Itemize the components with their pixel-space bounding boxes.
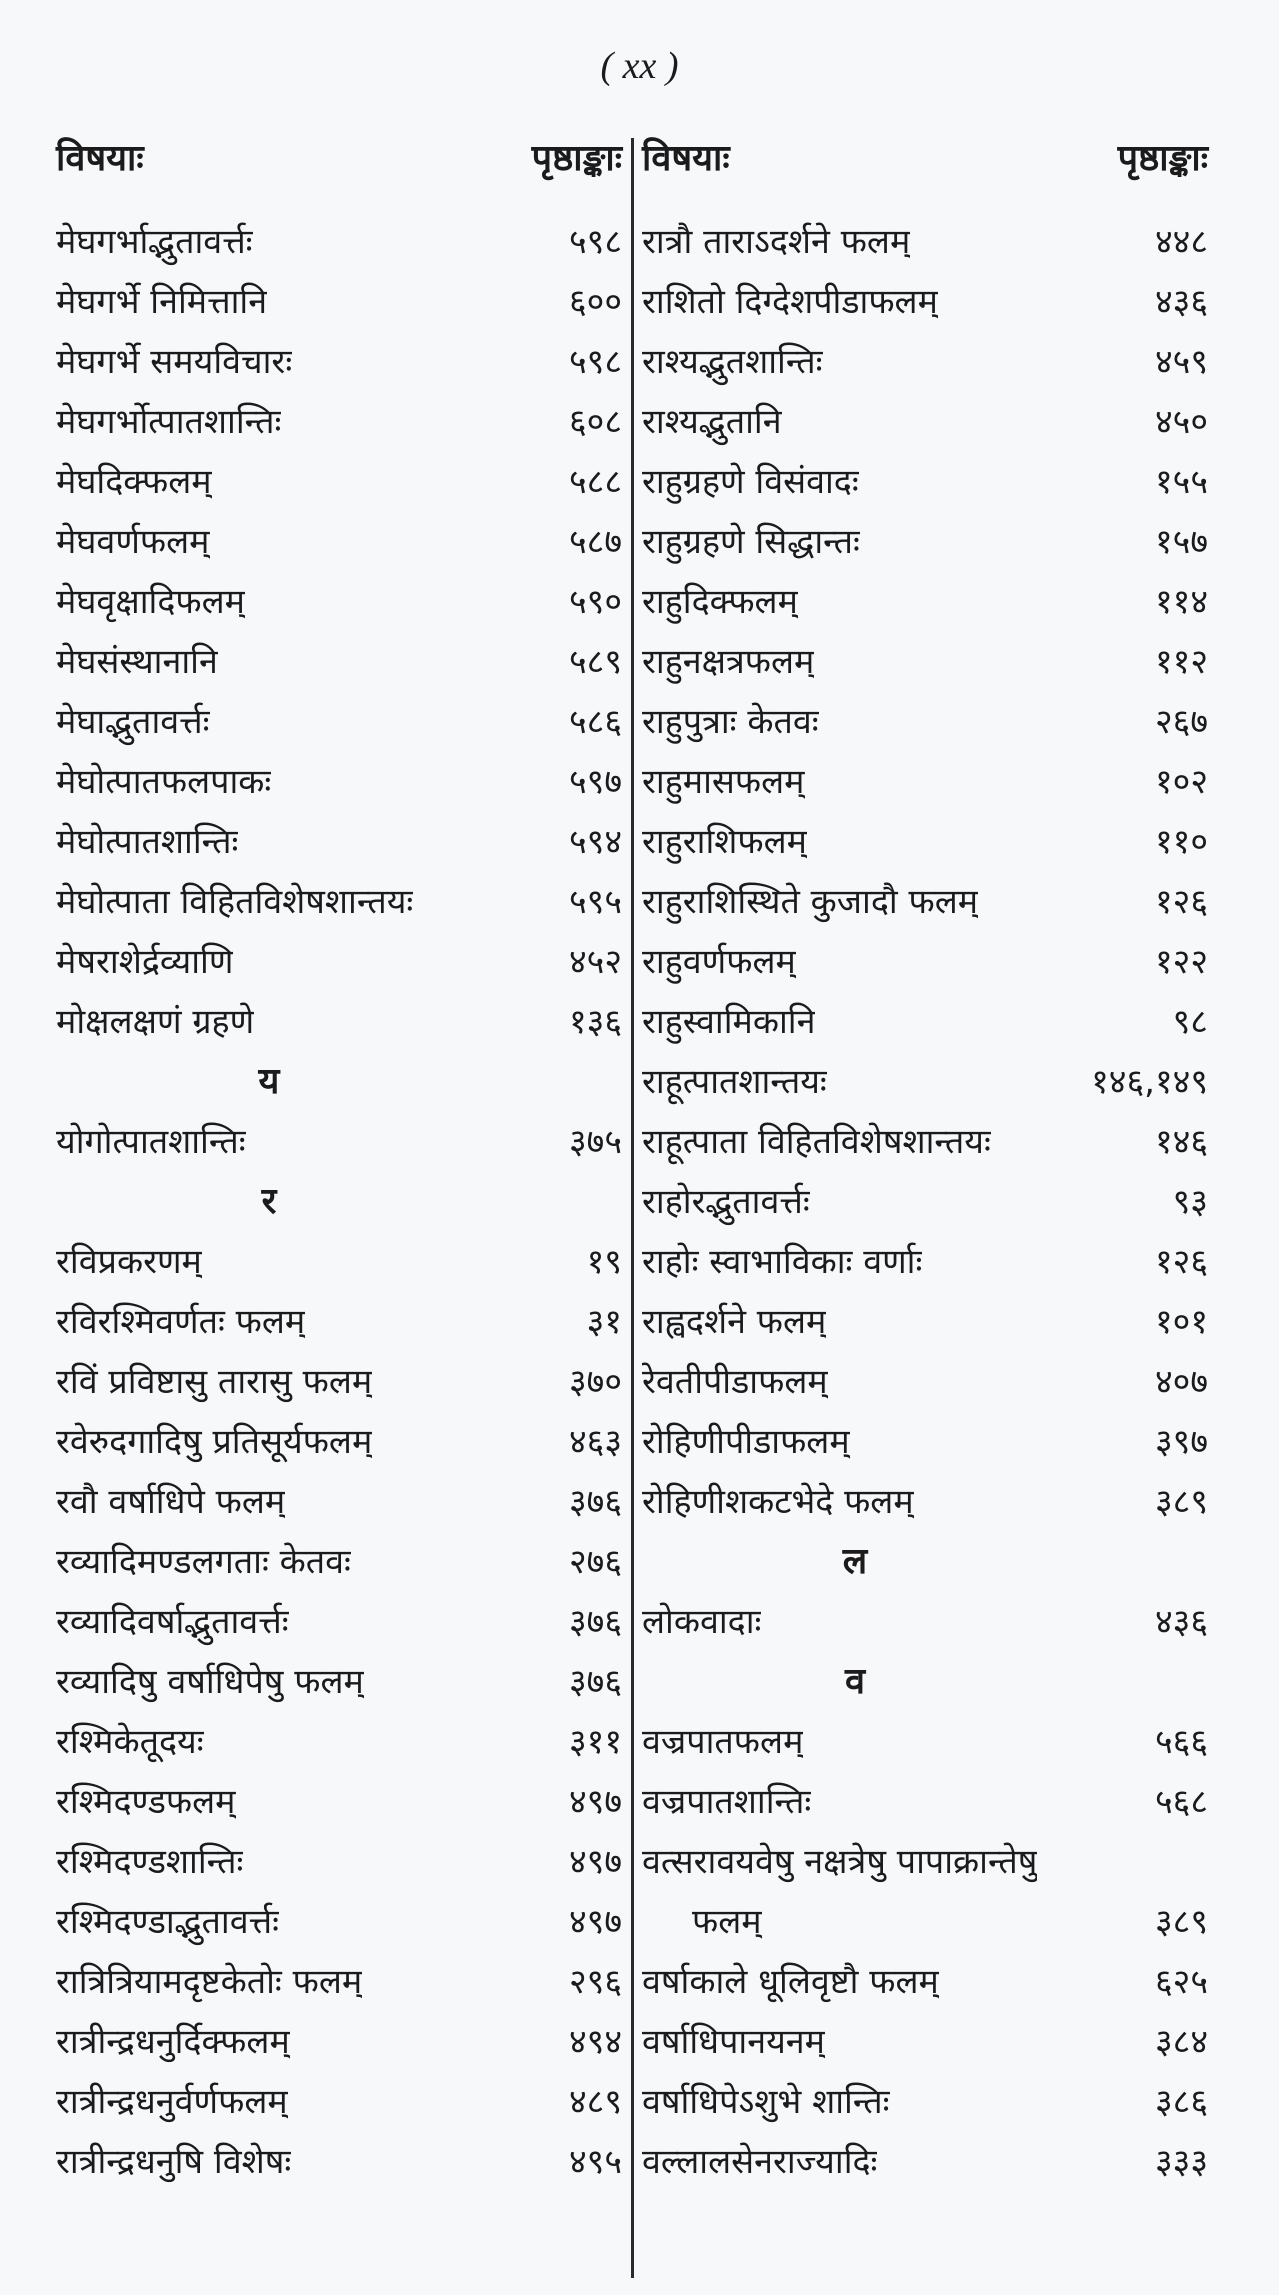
entry-page: ४९४ [568,2022,622,2062]
entry-title: राशितो दिग्देशपीडाफलम् [642,282,938,322]
index-entry [642,572,1208,632]
entry-title: रविप्रकरणम् [56,1242,202,1282]
entry-title: रविं प्रविष्टासु तारासु फलम् [56,1362,373,1402]
index-entry [56,2072,622,2132]
index-entry [56,692,622,752]
entry-title: मेघोत्पातफलपाकः [56,762,272,802]
entry-page: १५७ [1154,522,1208,562]
entry-title: मोक्षलक्षणं ग्रहणे [56,1002,255,1042]
index-entry [56,1772,622,1832]
index-entry [56,872,622,932]
entry-page: ३८६ [1154,2082,1208,2122]
entry-title: वज्रपातशान्तिः [642,1782,812,1822]
index-entry [642,932,1208,992]
entry-title: रात्रीन्द्रधनुषि विशेषः [56,2142,292,2182]
entry-page: ५६६ [1154,1722,1208,1762]
index-entry [56,1712,622,1772]
entry-page: ३७६ [568,1662,622,1702]
entry-title: राश्यद्भुतशान्तिः [642,342,823,382]
entry-page: ४३६ [1154,1602,1208,1642]
index-column-right [642,132,1208,2192]
index-entry [642,332,1208,392]
entry-title: राहुस्वामिकानि [642,1002,816,1042]
entry-title: वर्षाकाले धूलिवृष्टौ फलम् [642,1962,939,2002]
entry-page: १०२ [1154,762,1208,802]
index-entry [56,812,622,872]
index-column-left [56,132,622,2192]
index-entry [642,2012,1208,2072]
entry-page: ३८९ [1154,1482,1208,1522]
index-entry [642,1592,1208,1652]
entry-title: मेघगर्भोत्पातशान्तिः [56,402,282,442]
entry-title: राहुदिक्फलम् [642,582,798,622]
entry-title: रेवतीपीडाफलम् [642,1362,828,1402]
index-entry [56,1832,622,1892]
entry-page: ४५२ [568,942,622,982]
entry-title: मेघोत्पाता विहितविशेषशान्तयः [56,882,414,922]
entry-page: १२२ [1154,942,1208,982]
entry-title: रव्यादिषु वर्षाधिपेषु फलम् [56,1662,364,1702]
index-entry [56,2012,622,2072]
entry-page: ५९४ [568,822,622,862]
entry-title: रात्रित्रियामदृष्टकेतोः फलम् [56,1962,363,2002]
entry-title: मेघसंस्थानानि [56,642,218,682]
entry-title: मेघगर्भे निमित्तानि [56,282,268,322]
entry-title: वज्रपातफलम् [642,1722,804,1762]
index-entry [642,1952,1208,2012]
index-entry [642,1292,1208,1352]
column-divider [631,138,634,2278]
entry-page: २६७ [1154,702,1208,742]
index-entry [56,1412,622,1472]
entry-page: ५९५ [568,882,622,922]
entry-title: रात्रौ ताराऽदर्शने फलम् [642,222,911,262]
index-entry [56,2132,622,2192]
column-header [642,132,1208,192]
index-entry [642,812,1208,872]
entry-title: राहुवर्णफलम् [642,942,796,982]
entry-page: ५९८ [568,222,622,262]
section-letter: य [258,1061,280,1102]
entry-page: ३८९ [1154,1902,1208,1942]
entry-title: रश्मिकेतूदयः [56,1722,204,1762]
entry-title: रात्रीन्द्रधनुर्वर्णफलम् [56,2082,288,2122]
entry-title: राहुग्रहणे सिद्धान्तः [642,522,860,562]
index-entry [56,1592,622,1652]
index-entry [642,1052,1208,1112]
entry-title: रव्यादिमण्डलगताः केतवः [56,1542,351,1582]
entry-title: मेघवर्णफलम् [56,522,210,562]
index-entry [642,632,1208,692]
entry-page: ३९७ [1154,1422,1208,1462]
entry-page: ३३३ [1154,2142,1208,2182]
index-entry [642,872,1208,932]
entry-page: १४६ [1154,1122,1208,1162]
entry-page: १३६ [568,1002,622,1042]
index-entry [642,212,1208,272]
header-subject: विषयाः [642,138,730,179]
index-entry [56,212,622,272]
entry-page: ३१ [586,1302,622,1342]
index-entry [642,2132,1208,2192]
index-entry [56,1292,622,1352]
entry-page: ४९७ [568,1782,622,1822]
entry-page: ४५० [1154,402,1208,442]
index-entry [642,512,1208,572]
entry-title: राहुपुत्राः केतवः [642,702,819,742]
index-entry [642,1892,1208,1952]
entry-page: ५८६ [568,702,622,742]
entry-page: ११२ [1154,642,1208,682]
entry-page: १२६ [1154,882,1208,922]
entry-page: ३७६ [568,1482,622,1522]
entry-title: फलम् [692,1902,762,1942]
entry-title: मेघगर्भे समयविचारः [56,342,293,382]
section-letter: ल [842,1541,868,1582]
column-header [56,132,622,192]
index-entry [56,1232,622,1292]
index-entry [56,1952,622,2012]
entry-page: ३७५ [568,1122,622,1162]
entry-title: लोकवादाः [642,1602,762,1642]
entry-page: ५८७ [568,522,622,562]
entry-page: ५८८ [568,462,622,502]
entry-title: राहुग्रहणे विसंवादः [642,462,859,502]
entry-title: रोहिणीशकटभेदे फलम् [642,1482,914,1522]
entry-title: रश्मिदण्डशान्तिः [56,1842,244,1882]
entry-page: ११४ [1154,582,1208,622]
entry-page: ११० [1154,822,1208,862]
entry-title: रविरश्मिवर्णतः फलम् [56,1302,306,1342]
entry-title: राहोरद्भुतावर्त्तः [642,1182,810,1222]
index-entry [642,1712,1208,1772]
entry-page: ४९७ [568,1842,622,1882]
entry-page: ४३६ [1154,282,1208,322]
entry-title: मेघवृक्षादिफलम् [56,582,245,622]
entry-title: वल्लालसेनराज्यादिः [642,2142,878,2182]
entry-page: ४४८ [1154,222,1208,262]
entry-title: मेघोत्पातशान्तिः [56,822,239,862]
entry-title: रोहिणीपीडाफलम् [642,1422,850,1462]
index-entry [642,992,1208,1052]
index-entry [642,1832,1208,1892]
entry-page: ५९८ [568,342,622,382]
index-entry [56,992,622,1052]
entry-title: राहुराशिफलम् [642,822,808,862]
entry-page: ४६३ [568,1422,622,1462]
index-entry [56,332,622,392]
entry-title: रव्यादिवर्षाद्भुतावर्त्तः [56,1602,289,1642]
index-entry [56,1892,622,1952]
entry-title: मेघगर्भाद्भुतावर्त्तः [56,222,253,262]
index-entry [56,1112,622,1172]
index-entry [56,1652,622,1712]
entry-page: ३७० [568,1362,622,1402]
section-letter: र [261,1181,277,1222]
entry-page: ९८ [1172,1002,1208,1042]
entry-page: ३७६ [568,1602,622,1642]
index-entry [642,272,1208,332]
index-entry [56,512,622,572]
entry-title: राहोः स्वाभाविकाः वर्णाः [642,1242,923,1282]
header-page: पृष्ठाङ्काः [531,138,622,179]
index-entry [56,572,622,632]
entry-page: ९३ [1172,1182,1208,1222]
page-folio: ( xx ) [600,45,679,87]
index-entry [56,272,622,332]
entry-title: रश्मिदण्डफलम् [56,1782,236,1822]
entry-page: १४६,१४९ [1091,1062,1208,1102]
header-page: पृष्ठाङ्काः [1117,138,1208,179]
entry-title: राहुराशिस्थिते कुजादौ फलम् [642,882,979,922]
index-entry [56,632,622,692]
entry-page: ६०८ [568,402,622,442]
entry-page: ६२५ [1154,1962,1208,2002]
entry-page: ४५९ [1154,342,1208,382]
index-entry [56,1532,622,1592]
entry-title: मेषराशेर्द्रव्याणि [56,942,234,982]
entry-title: वर्षाधिपेऽशुभे शान्तिः [642,2082,890,2122]
entry-title: रात्रीन्द्रधनुर्दिक्फलम् [56,2022,290,2062]
section-letter: व [844,1661,866,1702]
index-entry [642,1472,1208,1532]
entry-page: ४९५ [568,2142,622,2182]
entry-title: राहुनक्षत्रफलम् [642,642,815,682]
entry-title: वर्षाधिपानयनम् [642,2022,825,2062]
index-entry [642,392,1208,452]
index-entry [642,692,1208,752]
entry-title: मेघाद्भुतावर्त्तः [56,702,210,742]
entry-title: मेघदिक्फलम् [56,462,212,502]
entry-page: २७६ [568,1542,622,1582]
entry-page: १२६ [1154,1242,1208,1282]
index-entry [642,2072,1208,2132]
entry-page: ५८९ [568,642,622,682]
index-entry [56,1472,622,1532]
index-entry [642,452,1208,512]
entry-title: योगोत्पातशान्तिः [56,1122,246,1162]
index-entry [56,752,622,812]
entry-page: ६०० [568,282,622,322]
entry-title: रवौ वर्षाधिपे फलम् [56,1482,286,1522]
entry-title: राहूत्पातशान्तयः [642,1062,827,1102]
index-entry [642,1412,1208,1472]
entry-title: राहुमासफलम् [642,762,805,802]
entry-page: ५९० [568,582,622,622]
entry-page: १९ [586,1242,622,1282]
entry-page: ३११ [568,1722,622,1762]
entry-page: ४०७ [1154,1362,1208,1402]
entry-page: ३८४ [1154,2022,1208,2062]
entry-page: ४८९ [568,2082,622,2122]
index-entry [642,752,1208,812]
index-entry [56,392,622,452]
index-entry [56,1352,622,1412]
index-entry [642,1112,1208,1172]
entry-page: ४९७ [568,1902,622,1942]
entry-title: रश्मिदण्डाद्भुतावर्त्तः [56,1902,279,1942]
header-subject: विषयाः [56,138,144,179]
entry-title: रवेरुदगादिषु प्रतिसूर्यफलम् [56,1422,373,1462]
index-entry [642,1232,1208,1292]
entry-title: राहूत्पाता विहितविशेषशान्तयः [642,1122,991,1162]
index-entry [642,1172,1208,1232]
entry-page: ५९७ [568,762,622,802]
entry-title: राश्यद्भुतानि [642,402,782,442]
entry-page: ५६८ [1154,1782,1208,1822]
index-entry [56,932,622,992]
entry-title: राह्वदर्शने फलम् [642,1302,827,1342]
entry-title: वत्सरावयवेषु नक्षत्रेषु पापाक्रान्तेषु [642,1842,1038,1882]
entry-page: २९६ [568,1962,622,2002]
index-entry [56,452,622,512]
index-entry [642,1772,1208,1832]
entry-page: १५५ [1154,462,1208,502]
entry-page: १०१ [1154,1302,1208,1342]
index-entry [642,1352,1208,1412]
